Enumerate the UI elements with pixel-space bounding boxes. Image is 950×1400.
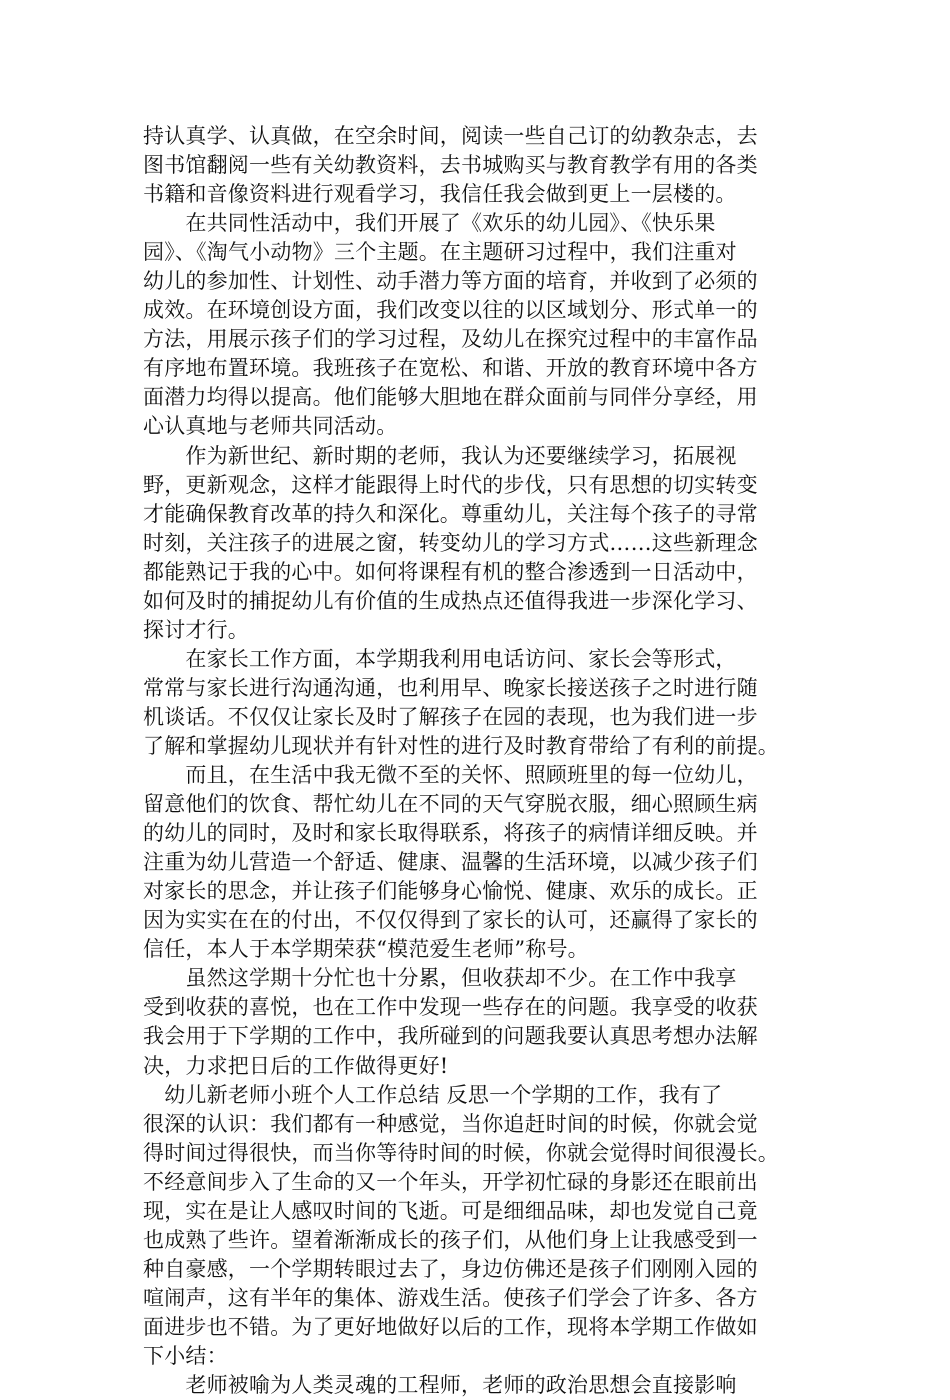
text-line: 不经意间步入了生命的又一个年头，开学初忙碌的身影还在眼前出 xyxy=(143,1169,758,1194)
text-line: 如何及时的捕捉幼儿有价值的生成热点还值得我进一步深化学习、 xyxy=(143,588,758,613)
text-line: 而且，在生活中我无微不至的关怀、照顾班里的每一位幼儿， xyxy=(143,763,758,788)
text-line: 我会用于下学期的工作中，我所碰到的问题我要认真思考想办法解 xyxy=(143,1024,758,1049)
text-line: 的幼儿的同时，及时和家长取得联系，将孩子的病情详细反映。并 xyxy=(143,821,758,846)
text-line: 受到收获的喜悦，也在工作中发现一些存在的问题。我享受的收获 xyxy=(143,995,758,1020)
text-line: 面进步也不错。为了更好地做好以后的工作，现将本学期工作做如 xyxy=(143,1314,758,1339)
text-line: 信任，本人于本学期荣获“模范爱生老师”称号。 xyxy=(143,937,589,962)
text-line: 才能确保教育改革的持久和深化。尊重幼儿，关注每个孩子的寻常 xyxy=(143,501,758,526)
text-line: 得时间过得很快，而当你等待时间的时候，你就会觉得时间很漫长。 xyxy=(143,1140,779,1165)
text-line: 成效。在环境创设方面，我们改变以往的以区域划分、形式单一的 xyxy=(143,298,758,323)
text-line: 机谈话。不仅仅让家长及时了解孩子在园的表现，也为我们进一步 xyxy=(143,704,758,729)
text-line: 注重为幼儿营造一个舒适、健康、温馨的生活环境，以减少孩子们 xyxy=(143,850,758,875)
text-line: 幼儿新老师小班个人工作总结 反思一个学期的工作，我有了 xyxy=(143,1082,723,1107)
text-line: 图书馆翻阅一些有关幼教资料，去书城购买与教育教学有用的各类 xyxy=(143,153,758,178)
text-line: 时刻，关注孩子的进展之窗，转变幼儿的学习方式……这些新理念 xyxy=(143,530,758,555)
text-line: 老师被喻为人类灵魂的工程师，老师的政治思想会直接影响 xyxy=(143,1373,737,1398)
text-line: 野，更新观念，这样才能跟得上时代的步伐，只有思想的切实转变 xyxy=(143,472,758,497)
text-line: 探讨才行。 xyxy=(143,617,249,642)
text-line: 方法，用展示孩子们的学习过程，及幼儿在探究过程中的丰富作品 xyxy=(143,327,758,352)
text-line: 面潜力均得以提高。他们能够大胆地在群众面前与同伴分享经，用 xyxy=(143,385,758,410)
text-line: 了解和掌握幼儿现状并有针对性的进行及时教育带给了有利的前提。 xyxy=(143,733,779,758)
text-line: 常常与家长进行沟通沟通，也利用早、晚家长接送孩子之时进行随 xyxy=(143,675,758,700)
text-line: 也成熟了些许。望着渐渐成长的孩子们，从他们身上让我感受到一 xyxy=(143,1227,758,1252)
text-line: 在家长工作方面，本学期我利用电话访问、家长会等形式， xyxy=(143,646,737,671)
text-line: 现，实在是让人感叹时间的飞逝。可是细细品味，却也发觉自己竟 xyxy=(143,1198,758,1223)
document-body xyxy=(143,122,823,1400)
text-line: 喧闹声，这有半年的集体、游戏生活。使孩子们学会了许多、各方 xyxy=(143,1285,758,1310)
text-line: 下小结： xyxy=(143,1343,228,1368)
text-line: 决，力求把日后的工作做得更好! xyxy=(143,1053,449,1078)
text-line: 对家长的思念，并让孩子们能够身心愉悦、健康、欢乐的成长。正 xyxy=(143,879,758,904)
text-line: 幼儿的参加性、计划性、动手潜力等方面的培育，并收到了必须的 xyxy=(143,269,758,294)
text-line: 在共同性活动中，我们开展了《欢乐的幼儿园》、《快乐果 xyxy=(143,211,716,236)
text-line: 作为新世纪、新时期的老师，我认为还要继续学习，拓展视 xyxy=(143,443,737,468)
text-line: 因为实实在在的付出，不仅仅得到了家长的认可，还赢得了家长的 xyxy=(143,908,758,933)
text-line: 留意他们的饮食、帮忙幼儿在不同的天气穿脱衣服，细心照顾生病 xyxy=(143,792,758,817)
text-line: 都能熟记于我的心中。如何将课程有机的整合渗透到一日活动中， xyxy=(143,559,758,584)
text-line: 有序地布置环境。我班孩子在宽松、和谐、开放的教育环境中各方 xyxy=(143,356,758,381)
text-line: 种自豪感，一个学期转眼过去了，身边仿佛还是孩子们刚刚入园的 xyxy=(143,1256,758,1281)
text-line: 心认真地与老师共同活动。 xyxy=(143,414,398,439)
text-line: 很深的认识：我们都有一种感觉，当你追赶时间的时候，你就会觉 xyxy=(143,1111,758,1136)
text-line: 园》、《淘气小动物》三个主题。在主题研习过程中，我们注重对 xyxy=(143,240,737,265)
text-line: 书籍和音像资料进行观看学习，我信任我会做到更上一层楼的。 xyxy=(143,182,737,207)
text-line: 持认真学、认真做，在空余时间，阅读一些自己订的幼教杂志，去 xyxy=(143,124,758,148)
text-line: 虽然这学期十分忙也十分累，但收获却不少。在工作中我享 xyxy=(143,966,737,991)
